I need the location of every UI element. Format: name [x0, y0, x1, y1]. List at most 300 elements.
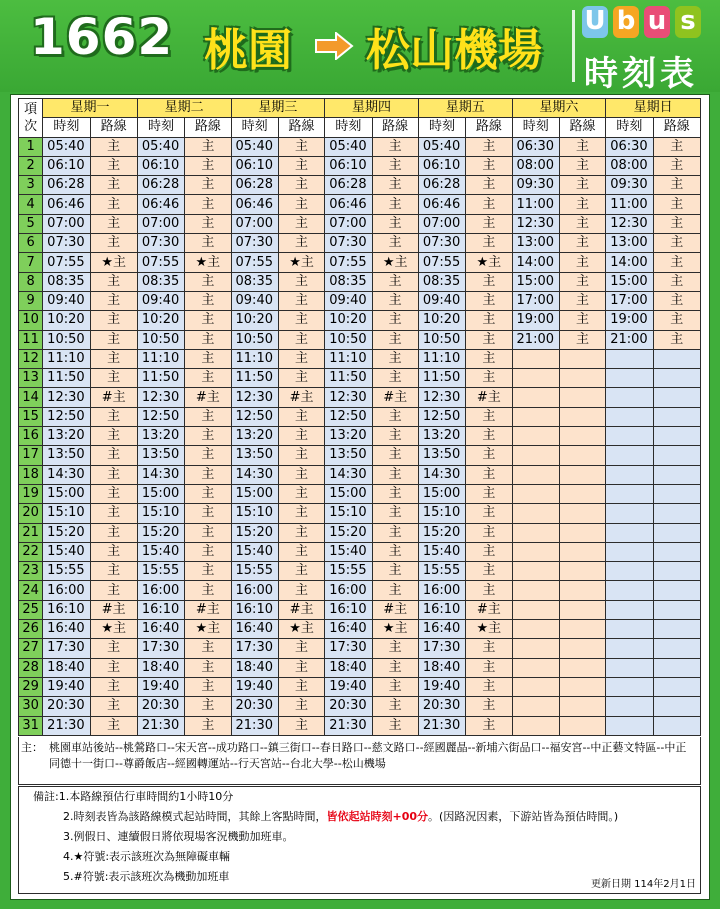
departure-time: 11:00: [606, 195, 653, 214]
empty-cell: [653, 600, 700, 619]
route-code: 主: [372, 562, 418, 581]
departure-time: 08:35: [231, 272, 278, 291]
route-code: 主: [372, 523, 418, 542]
empty-cell: [512, 677, 559, 696]
table-row: [19, 195, 701, 214]
route-code: 主: [466, 639, 512, 658]
departure-time: 07:30: [325, 234, 372, 253]
departure-time: 12:50: [43, 407, 90, 426]
route-code: 主: [185, 291, 231, 310]
departure-time: 07:30: [231, 234, 278, 253]
route-code: 主: [185, 156, 231, 175]
route-code: 主: [372, 195, 418, 214]
route-code: 主: [653, 311, 700, 330]
route-code: 主: [466, 523, 512, 542]
empty-cell: [606, 484, 653, 503]
row-index: 28: [19, 658, 43, 677]
table-row: [19, 716, 701, 735]
route-code: 主: [653, 156, 700, 175]
departure-time: 15:00: [418, 484, 465, 503]
empty-cell: [559, 349, 605, 368]
route-code: 主: [90, 330, 137, 349]
departure-time: 12:30: [43, 388, 90, 407]
departure-time: 11:10: [137, 349, 184, 368]
empty-cell: [606, 504, 653, 523]
empty-cell: [606, 600, 653, 619]
time-subheader: 時刻: [43, 118, 90, 137]
note-item-highlight: 皆依起站時刻+00分: [326, 810, 429, 823]
route-code: ★主: [185, 253, 231, 272]
empty-cell: [512, 504, 559, 523]
departure-time: 06:30: [606, 137, 653, 156]
row-index: 11: [19, 330, 43, 349]
departure-time: 19:40: [43, 677, 90, 696]
notes-section: [18, 786, 701, 894]
departure-time: 08:35: [137, 272, 184, 291]
route-code: 主: [466, 504, 512, 523]
departure-time: 15:40: [418, 542, 465, 561]
row-index: 2: [19, 156, 43, 175]
route-code: ★主: [372, 253, 418, 272]
note-item: 3.例假日、連續假日將依現場客況機動加班車。: [63, 830, 294, 843]
route-code: 主: [90, 311, 137, 330]
route-code: 主: [278, 658, 324, 677]
route-subheader: 路線: [185, 118, 231, 137]
empty-cell: [606, 407, 653, 426]
departure-time: 20:30: [325, 697, 372, 716]
time-subheader: 時刻: [418, 118, 465, 137]
route-code: 主: [466, 677, 512, 696]
departure-time: 06:28: [231, 176, 278, 195]
departure-time: 15:55: [418, 562, 465, 581]
route-code: 主: [372, 272, 418, 291]
departure-time: 12:50: [137, 407, 184, 426]
empty-cell: [653, 388, 700, 407]
empty-cell: [559, 677, 605, 696]
route-code: 主: [372, 427, 418, 446]
empty-cell: [653, 716, 700, 735]
departure-time: 06:28: [137, 176, 184, 195]
row-index: 16: [19, 427, 43, 446]
departure-time: 15:00: [325, 484, 372, 503]
empty-cell: [606, 523, 653, 542]
departure-time: 19:00: [512, 311, 559, 330]
empty-cell: [559, 581, 605, 600]
departure-time: 06:46: [137, 195, 184, 214]
departure-time: 20:30: [418, 697, 465, 716]
route-code: 主: [185, 523, 231, 542]
route-code: #主: [185, 388, 231, 407]
departure-time: 15:00: [43, 484, 90, 503]
departure-time: 11:10: [43, 349, 90, 368]
table-row: [19, 484, 701, 503]
table-row: [19, 176, 701, 195]
route-code: 主: [185, 658, 231, 677]
departure-time: 13:00: [606, 234, 653, 253]
route-code: 主: [90, 716, 137, 735]
route-code: ★主: [278, 620, 324, 639]
route-code: 主: [559, 176, 605, 195]
table-row: [19, 639, 701, 658]
departure-time: 06:46: [418, 195, 465, 214]
route-subheader: 路線: [372, 118, 418, 137]
route-code: #主: [90, 388, 137, 407]
departure-time: 16:00: [418, 581, 465, 600]
departure-time: 16:10: [43, 600, 90, 619]
departure-time: 16:10: [231, 600, 278, 619]
route-code: 主: [466, 465, 512, 484]
row-index: 31: [19, 716, 43, 735]
departure-time: 11:10: [418, 349, 465, 368]
route-code: 主: [90, 446, 137, 465]
route-code: 主: [185, 195, 231, 214]
departure-time: 21:30: [137, 716, 184, 735]
row-index: 24: [19, 581, 43, 600]
route-code: 主: [185, 214, 231, 233]
route-code: 主: [185, 446, 231, 465]
table-row: [19, 291, 701, 310]
departure-time: 16:40: [231, 620, 278, 639]
route-code: 主: [372, 677, 418, 696]
departure-time: 15:10: [43, 504, 90, 523]
table-row: [19, 697, 701, 716]
route-code: 主: [90, 137, 137, 156]
departure-time: 09:40: [137, 291, 184, 310]
time-subheader: 時刻: [231, 118, 278, 137]
time-subheader: 時刻: [512, 118, 559, 137]
route-code: 主: [372, 407, 418, 426]
empty-cell: [653, 542, 700, 561]
empty-cell: [606, 716, 653, 735]
route-code: 主: [185, 407, 231, 426]
route-code: 主: [278, 137, 324, 156]
row-index: 29: [19, 677, 43, 696]
departure-time: 14:30: [418, 465, 465, 484]
empty-cell: [559, 465, 605, 484]
index-header: 項次: [19, 99, 43, 138]
departure-time: 13:20: [325, 427, 372, 446]
departure-time: 20:30: [43, 697, 90, 716]
empty-cell: [653, 658, 700, 677]
route-code: 主: [185, 234, 231, 253]
departure-time: 15:55: [43, 562, 90, 581]
row-index: 27: [19, 639, 43, 658]
route-code: ★主: [90, 620, 137, 639]
route-code: #主: [372, 600, 418, 619]
route-code: #主: [278, 388, 324, 407]
notes-label: [33, 787, 233, 807]
route-code: 主: [372, 214, 418, 233]
table-row: [19, 581, 701, 600]
empty-cell: [559, 484, 605, 503]
departure-time: 16:40: [137, 620, 184, 639]
route-code: 主: [559, 272, 605, 291]
empty-cell: [606, 388, 653, 407]
empty-cell: [559, 407, 605, 426]
empty-cell: [559, 639, 605, 658]
departure-time: 14:30: [137, 465, 184, 484]
route-code: 主: [466, 234, 512, 253]
route-code: 主: [185, 677, 231, 696]
route-code: 主: [653, 214, 700, 233]
route-code: 主: [90, 639, 137, 658]
route-code: 主: [559, 156, 605, 175]
departure-time: 15:20: [43, 523, 90, 542]
route-code: 主: [653, 272, 700, 291]
notes-label-text: 備註:: [33, 790, 59, 803]
departure-time: 05:40: [325, 137, 372, 156]
route-code: 主: [372, 542, 418, 561]
departure-time: 11:50: [231, 369, 278, 388]
departure-time: 11:10: [325, 349, 372, 368]
route-code: 主: [278, 407, 324, 426]
route-code: 主: [90, 291, 137, 310]
departure-time: 13:20: [418, 427, 465, 446]
departure-time: 15:40: [325, 542, 372, 561]
empty-cell: [512, 446, 559, 465]
empty-cell: [512, 581, 559, 600]
row-index: 1: [19, 137, 43, 156]
route-subheader: 路線: [90, 118, 137, 137]
route-code: 主: [372, 311, 418, 330]
departure-time: 15:00: [606, 272, 653, 291]
departure-time: 07:55: [43, 253, 90, 272]
route-code: 主: [278, 542, 324, 561]
departure-time: 15:40: [137, 542, 184, 561]
empty-cell: [559, 716, 605, 735]
empty-cell: [512, 697, 559, 716]
empty-cell: [606, 349, 653, 368]
route-subheader: 路線: [653, 118, 700, 137]
header-banner: [0, 0, 720, 92]
empty-cell: [512, 658, 559, 677]
departure-time: 19:40: [418, 677, 465, 696]
departure-time: 16:40: [43, 620, 90, 639]
route-code: 主: [90, 465, 137, 484]
departure-time: 15:10: [231, 504, 278, 523]
table-row: [19, 369, 701, 388]
time-subheader: 時刻: [137, 118, 184, 137]
empty-cell: [559, 658, 605, 677]
departure-time: 06:46: [325, 195, 372, 214]
row-index: 19: [19, 484, 43, 503]
route-code: 主: [372, 581, 418, 600]
route-code: 主: [278, 677, 324, 696]
route-code: 主: [559, 214, 605, 233]
route-code: 主: [90, 156, 137, 175]
departure-time: 05:40: [418, 137, 465, 156]
note-item-2: [63, 807, 618, 827]
route-code: 主: [372, 234, 418, 253]
departure-time: 21:30: [231, 716, 278, 735]
route-code: 主: [278, 523, 324, 542]
route-code: 主: [466, 195, 512, 214]
departure-time: 21:00: [512, 330, 559, 349]
route-code: 主: [185, 581, 231, 600]
row-index: 22: [19, 542, 43, 561]
route-code: 主: [372, 349, 418, 368]
empty-cell: [653, 465, 700, 484]
departure-time: 15:20: [231, 523, 278, 542]
route-code: 主: [372, 484, 418, 503]
route-code: 主: [90, 214, 137, 233]
route-code: ★主: [466, 253, 512, 272]
empty-cell: [653, 407, 700, 426]
departure-time: 09:40: [418, 291, 465, 310]
departure-time: 13:20: [231, 427, 278, 446]
empty-cell: [512, 562, 559, 581]
route-code: 主: [372, 504, 418, 523]
route-code: 主: [559, 291, 605, 310]
departure-time: 06:10: [418, 156, 465, 175]
origin-name: 桃園: [204, 25, 292, 76]
route-code: 主: [278, 716, 324, 735]
route-code: 主: [90, 407, 137, 426]
departure-time: 07:00: [418, 214, 465, 233]
row-index: 6: [19, 234, 43, 253]
departure-time: 07:30: [418, 234, 465, 253]
route-code: 主: [185, 542, 231, 561]
empty-cell: [606, 446, 653, 465]
departure-time: 20:30: [231, 697, 278, 716]
route-code: 主: [559, 234, 605, 253]
time-subheader: 時刻: [325, 118, 372, 137]
departure-time: 20:30: [137, 697, 184, 716]
row-index: 23: [19, 562, 43, 581]
departure-time: 11:50: [418, 369, 465, 388]
day-header-wed: 星期三: [231, 99, 325, 118]
empty-cell: [653, 446, 700, 465]
route-code: 主: [466, 176, 512, 195]
route-code: 主: [466, 697, 512, 716]
route-code: #主: [90, 600, 137, 619]
departure-time: 21:00: [606, 330, 653, 349]
departure-time: 13:20: [43, 427, 90, 446]
route-code: #主: [466, 388, 512, 407]
empty-cell: [512, 716, 559, 735]
departure-time: 12:50: [325, 407, 372, 426]
route-code: 主: [278, 291, 324, 310]
row-index: 26: [19, 620, 43, 639]
route-code: 主: [372, 658, 418, 677]
table-row: [19, 349, 701, 368]
departure-time: 21:30: [418, 716, 465, 735]
row-index: 14: [19, 388, 43, 407]
departure-time: 06:46: [231, 195, 278, 214]
route-code: 主: [653, 137, 700, 156]
departure-time: 18:40: [231, 658, 278, 677]
departure-time: 07:00: [137, 214, 184, 233]
departure-time: 15:20: [418, 523, 465, 542]
departure-time: 12:50: [418, 407, 465, 426]
route-code: 主: [278, 330, 324, 349]
departure-time: 14:30: [43, 465, 90, 484]
route-code: 主: [278, 581, 324, 600]
route-code: 主: [372, 697, 418, 716]
destination-name: 松山機場: [366, 25, 542, 76]
empty-cell: [512, 427, 559, 446]
departure-time: 15:20: [325, 523, 372, 542]
route-code: 主: [466, 542, 512, 561]
departure-time: 09:30: [606, 176, 653, 195]
departure-time: 16:10: [325, 600, 372, 619]
departure-time: 15:40: [43, 542, 90, 561]
departure-time: 06:30: [512, 137, 559, 156]
route-code: 主: [372, 639, 418, 658]
departure-time: 13:20: [137, 427, 184, 446]
table-row: [19, 504, 701, 523]
route-code: 主: [90, 484, 137, 503]
departure-time: 15:00: [231, 484, 278, 503]
empty-cell: [512, 407, 559, 426]
departure-time: 17:00: [606, 291, 653, 310]
route-code: 主: [185, 562, 231, 581]
departure-time: 12:30: [606, 214, 653, 233]
departure-time: 07:30: [43, 234, 90, 253]
table-row: [19, 388, 701, 407]
departure-time: 09:30: [512, 176, 559, 195]
table-row: [19, 446, 701, 465]
table-row: [19, 600, 701, 619]
route-code: 主: [185, 349, 231, 368]
departure-time: 05:40: [137, 137, 184, 156]
departure-time: 11:00: [512, 195, 559, 214]
row-index: 25: [19, 600, 43, 619]
route-code: 主: [372, 716, 418, 735]
departure-time: 06:10: [43, 156, 90, 175]
table-row: [19, 156, 701, 175]
departure-time: 08:35: [418, 272, 465, 291]
empty-cell: [512, 369, 559, 388]
departure-time: 15:10: [137, 504, 184, 523]
route-code: #主: [278, 600, 324, 619]
row-index: 5: [19, 214, 43, 233]
table-row: [19, 523, 701, 542]
table-row: [19, 214, 701, 233]
route-code: 主: [653, 330, 700, 349]
row-index: 13: [19, 369, 43, 388]
departure-time: 07:55: [325, 253, 372, 272]
empty-cell: [559, 427, 605, 446]
departure-time: 16:00: [43, 581, 90, 600]
departure-time: 16:00: [137, 581, 184, 600]
empty-cell: [559, 523, 605, 542]
departure-time: 16:10: [418, 600, 465, 619]
row-index: 18: [19, 465, 43, 484]
table-row: [19, 234, 701, 253]
departure-time: 17:30: [231, 639, 278, 658]
route-code: ★主: [372, 620, 418, 639]
route-code: 主: [466, 484, 512, 503]
departure-time: 07:55: [137, 253, 184, 272]
departure-time: 15:10: [418, 504, 465, 523]
empty-cell: [559, 542, 605, 561]
route-code: 主: [466, 369, 512, 388]
route-code: 主: [653, 291, 700, 310]
day-header-mon: 星期一: [43, 99, 138, 118]
route-code: 主: [90, 542, 137, 561]
day-header-thu: 星期四: [325, 99, 419, 118]
departure-time: 13:50: [137, 446, 184, 465]
departure-time: 21:30: [43, 716, 90, 735]
empty-cell: [559, 369, 605, 388]
route-code: #主: [372, 388, 418, 407]
empty-cell: [606, 677, 653, 696]
departure-time: 15:40: [231, 542, 278, 561]
route-code: 主: [278, 465, 324, 484]
departure-time: 08:35: [43, 272, 90, 291]
departure-time: 19:40: [325, 677, 372, 696]
